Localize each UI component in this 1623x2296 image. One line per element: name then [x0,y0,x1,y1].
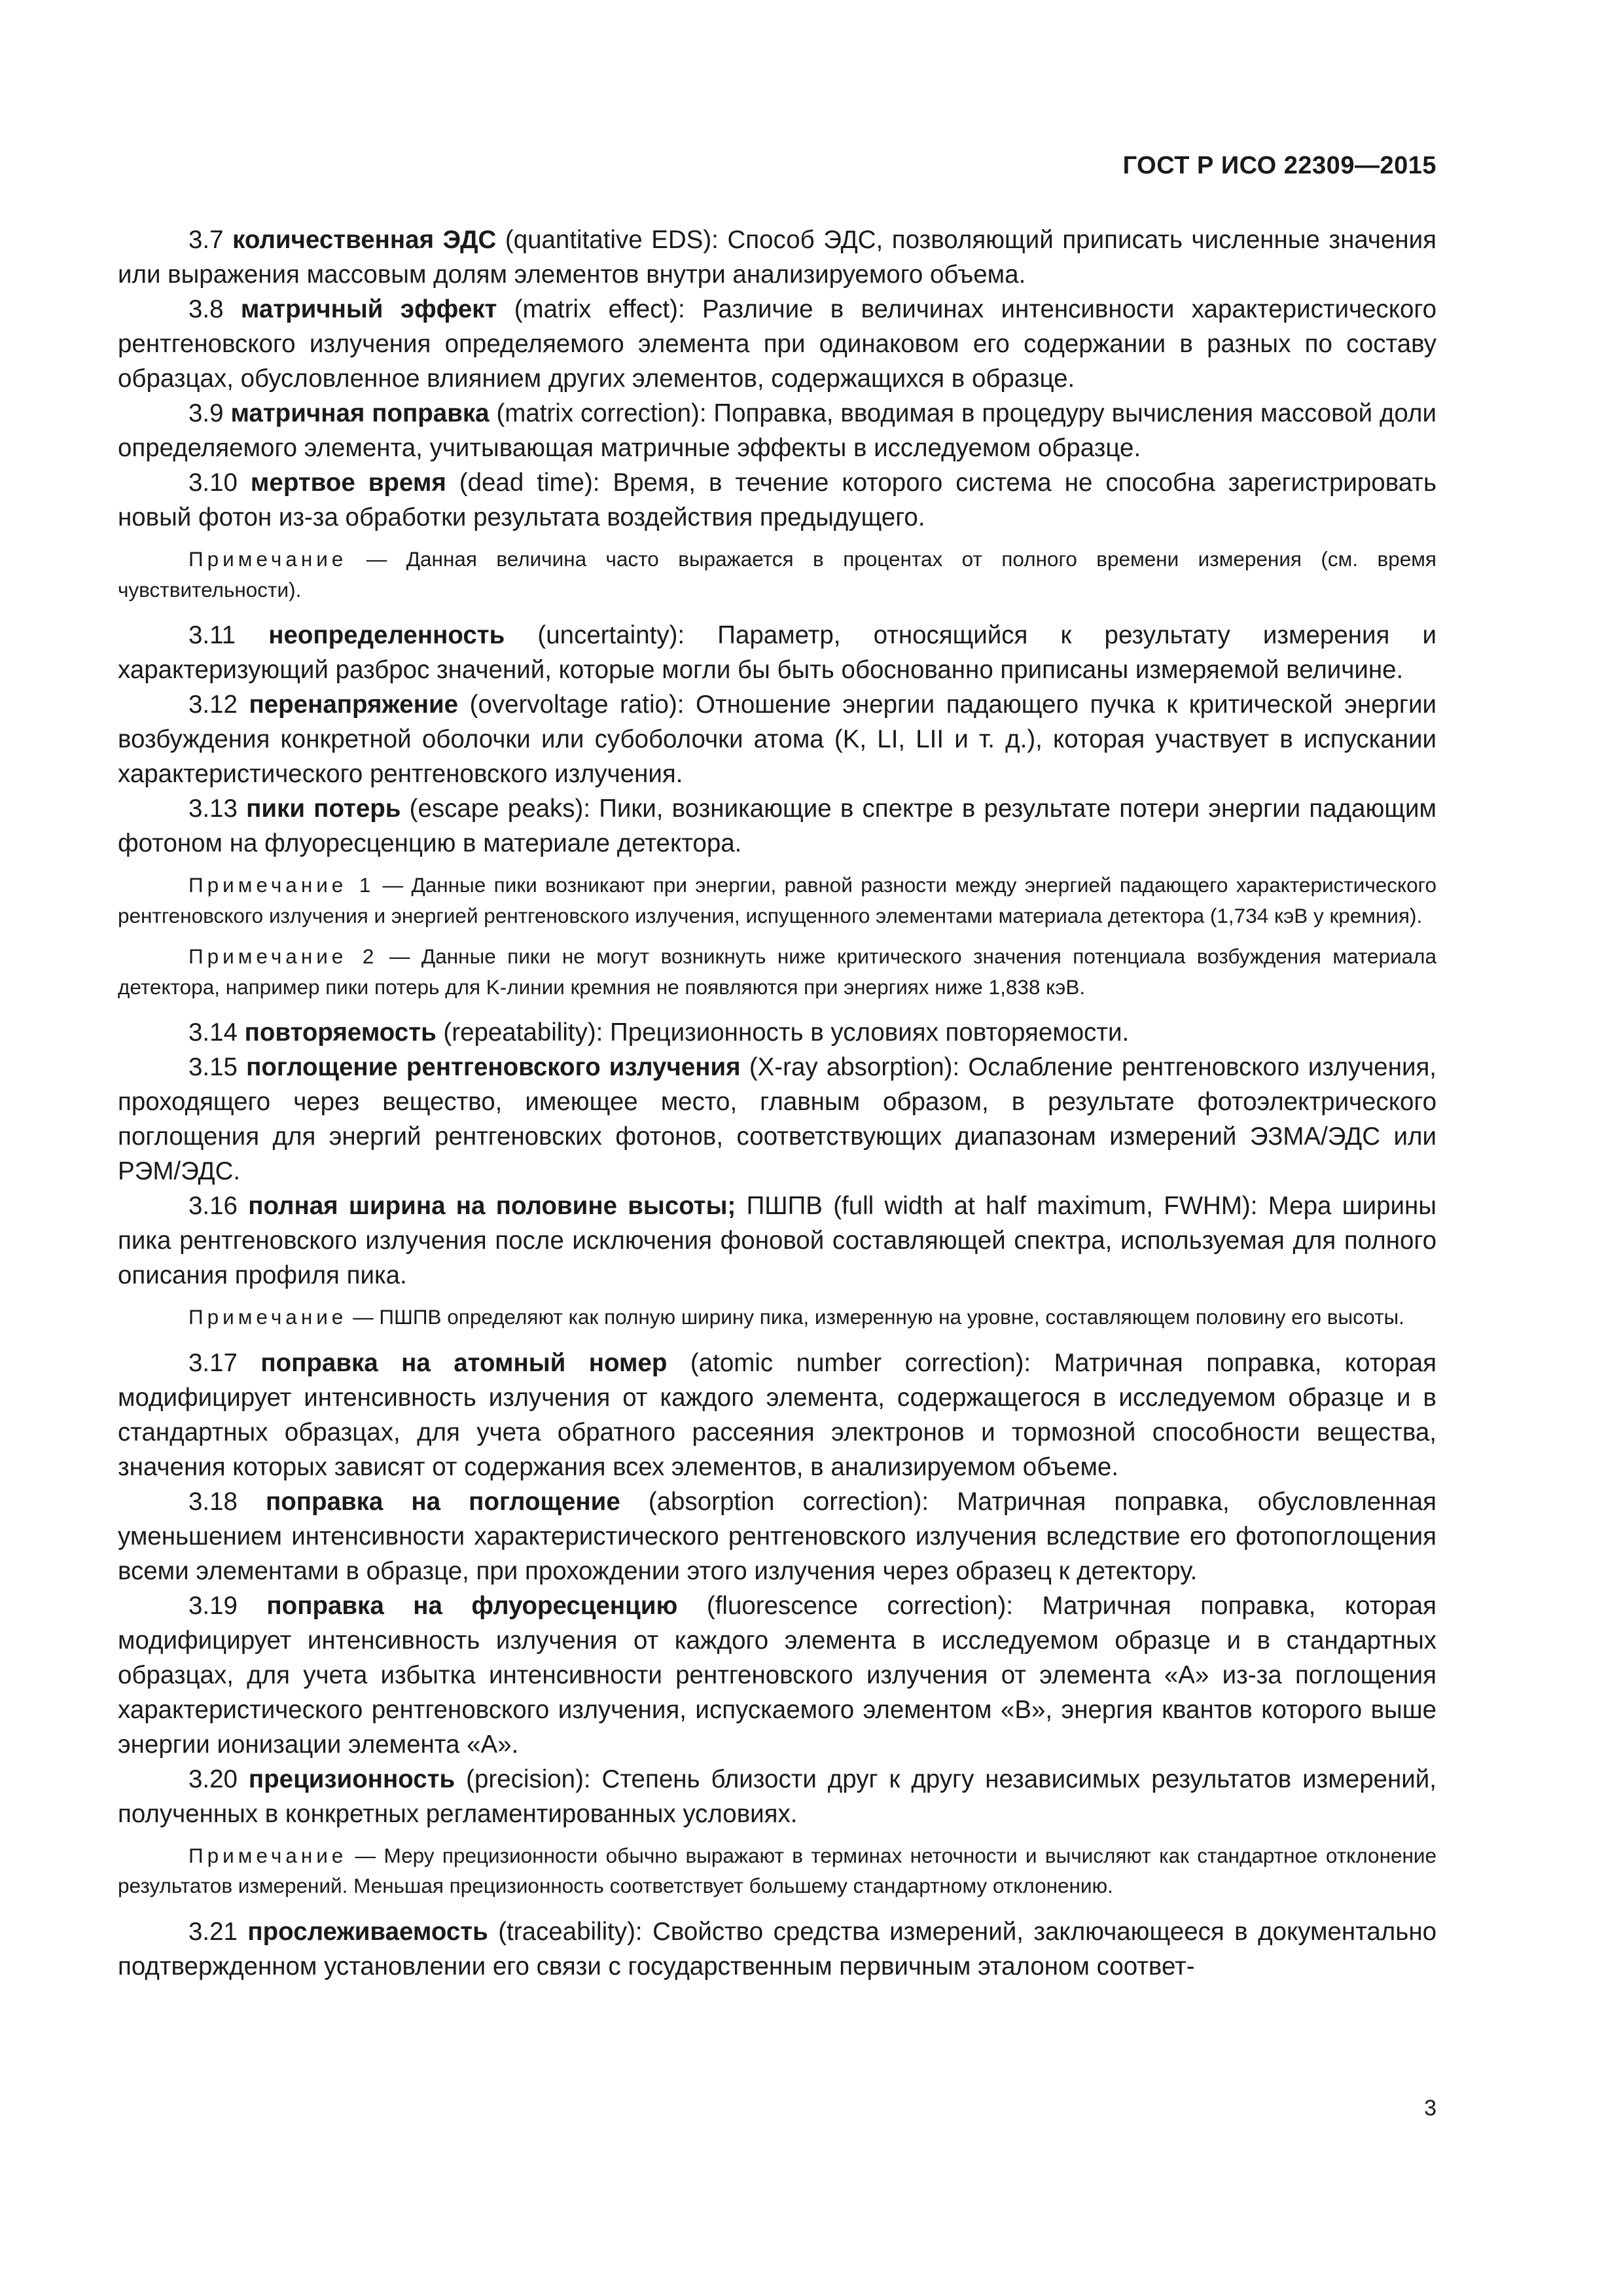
definition-3-20 [118,1762,1436,1831]
page-number: 3 [1424,2096,1436,2121]
term-number: 3.7 [188,226,224,254]
term-definition: (absorption correction): Матричная поправка, обусловленная уменьшением интенсивности характеристического рентгеновского излучения вследствие его фотопоглощения всеми элементами в образце, при прохождении этого излучения через образец к детектору. [118,1487,1436,1585]
term-definition: (matrix correction): Поправка, вводимая в процедуру вычисления массовой доли определяемого элемента, учитывающая матричные эффекты в исследуемом образце. [118,399,1436,462]
note-text: — Данная величина часто выражается в процентах от полного времени измерения (см. время чувствительности). [118,547,1436,601]
term-name: поправка на атомный номер [260,1348,668,1377]
term-name: поправка на флуоресценцию [266,1591,678,1620]
note-label: Примечание [188,547,348,571]
note-label: Примечание 1 [188,873,375,897]
definition-3-14 [118,1015,1436,1050]
term-number: 3.12 [188,691,238,719]
term-name: количественная ЭДС [232,226,497,254]
term-definition: ПШПВ (full width at half maximum, FWHM): Мера ширины пика рентгеновского излучения после исключения фоновой составляющей спектра, используемая для полного описания профиля пика. [118,1192,1436,1289]
term-number: 3.14 [188,1018,238,1047]
term-definition: (atomic number correction): Матричная поправка, которая модифицирует интенсивность излучения от каждого элемента, содержащегося в исследуемом образце и в стандартных образцах, для учета обратного рассеяния электронов и тормозной способности вещества, значения которых зависят от содержания всех элементов, в анализируемом объеме. [118,1348,1436,1481]
note-3-16 [118,1302,1436,1333]
note-text: — Данные пики возникают при энергии, равной разности между энергией падающего характеристического рентгеновского излучения и энергией рентгеновского излучения, испущенного элементами материала детектора (1,734 кэВ у кремния). [118,873,1436,927]
term-name: неопределенность [268,621,505,649]
term-definition: (dead time): Время, в течение которого система не способна зарегистрировать новый фотон из-за обработки результата воздействия предыдущего. [118,469,1436,531]
note-label: Примечание 2 [188,944,378,968]
definition-3-7 [118,223,1436,292]
term-number: 3.9 [188,399,224,427]
note-text: — ПШПВ определяют как полную ширину пика, измеренную на уровне, составляющем половину его высоты. [347,1305,1404,1329]
term-number: 3.21 [188,1917,238,1946]
term-name: матричный эффект [240,295,497,323]
term-name: пики потерь [246,795,401,823]
note-text: — Меру прецизионности обычно выражают в терминах неточности и вычисляют как стандартное отклонение результатов измерений. Меньшая прецизионность соответствует большему стандартному отклонению. [118,1843,1436,1897]
term-name: поправка на поглощение [266,1487,620,1516]
term-definition: (fluorescence correction): Матричная поправка, которая модифицирует интенсивность излучения от каждого элемента в исследуемом образце и в стандартных образцах, для учета избытка интенсивности рентгеновского излучения от элемента «А» из-за поглощения характеристического рентгеновского излучения, испускаемого элементом «В», энергия квантов которого выше энергии ионизации элемента «А». [118,1591,1436,1759]
term-name: матричная поправка [230,399,490,427]
note-label: Примечание [188,1305,348,1329]
definition-3-10 [118,465,1436,535]
term-definition: (traceability): Свойство средства измерений, заключающееся в документально подтвержденном установлении его связи с государственным первичным эталоном соответ- [118,1917,1436,1981]
term-definition: (precision): Степень близости друг к другу независимых результатов измерений, полученных в конкретных регламентированных условиях. [118,1765,1436,1828]
term-name: мертвое время [250,469,446,497]
term-number: 3.15 [188,1053,238,1081]
term-number: 3.8 [188,295,224,323]
definition-3-18 [118,1484,1436,1588]
definition-3-21 [118,1914,1436,1984]
term-number: 3.20 [188,1765,238,1793]
term-definition: (escape peaks): Пики, возникающие в спектре в результате потери энергии падающим фотоном на флуоресценцию в материале детектора. [118,795,1436,857]
definition-3-9 [118,396,1436,465]
definitions-section [118,223,1436,1984]
term-number: 3.19 [188,1591,238,1620]
note-2-3-13 [118,941,1436,1002]
term-definition: (X-ray absorption): Ослабление рентгеновского излучения, проходящего через вещество, имеющее место, главным образом, в результате фотоэлектрического поглощения для энергий рентгеновских фотонов, соответствующих диапазонам измерений ЭЗМА/ЭДС или РЭМ/ЭДС. [118,1053,1436,1185]
term-number: 3.17 [188,1348,238,1377]
note-1-3-13 [118,870,1436,931]
term-number: 3.10 [188,469,238,497]
definition-3-16 [118,1189,1436,1293]
standard-code-header: ГОСТ Р ИСО 22309—2015 [1122,152,1436,179]
term-name: перенапряжение [249,691,459,719]
term-definition: (repeatability): Прецизионность в условиях повторяемости. [436,1018,1130,1047]
note-text: — Данные пики не могут возникнуть ниже критического значения потенциала возбуждения материала детектора, например пики потерь для K-линии кремния не появляются при энергиях ниже 1,838 кэВ. [118,944,1436,999]
definition-3-17 [118,1346,1436,1484]
term-definition: (uncertainty): Параметр, относящийся к результату измерения и характеризующий разброс значений, которые могли бы быть обоснованно приписаны измеряемой величине. [118,621,1437,684]
definition-3-11 [118,618,1436,687]
term-number: 3.11 [188,621,236,649]
definition-3-12 [118,687,1436,791]
term-name: прослеживаемость [247,1917,488,1946]
definition-3-8 [118,292,1436,396]
term-number: 3.18 [188,1487,238,1516]
definition-3-19 [118,1588,1436,1762]
term-name: прецизионность [248,1765,455,1793]
term-definition: (overvoltage ratio): Отношение энергии падающего пучка к критической энергии возбуждения конкретной оболочки или субоболочки атома (K, LI, LII и т. д.), которая участвует в испускании характеристического рентгеновского излучения. [118,691,1436,788]
note-3-20 [118,1840,1436,1901]
term-name: полная ширина на половине высоты; [248,1192,736,1220]
term-definition: (quantitative EDS): Способ ЭДС, позволяющий приписать численные значения или выражения массовым долям элементов внутри анализируемого объема. [118,226,1436,289]
term-definition: (matrix effect): Различие в величинах интенсивности характеристического рентгеновского излучения определяемого элемента при одинаковом его содержании в разных по составу образцах, обусловленное влиянием других элементов, содержащихся в образце. [118,295,1436,393]
term-name: повторяемость [244,1018,437,1047]
note-label: Примечание [188,1843,348,1867]
term-name: поглощение рентгеновского излучения [246,1053,741,1081]
definition-3-13 [118,791,1436,861]
term-number: 3.16 [188,1192,238,1220]
term-number: 3.13 [188,795,238,823]
note-3-10 [118,544,1436,605]
definition-3-15 [118,1050,1436,1189]
